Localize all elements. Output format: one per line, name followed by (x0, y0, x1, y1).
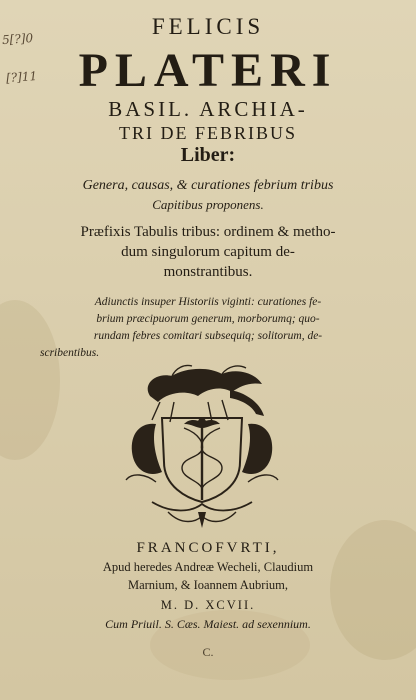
title-line-liber: Liber: (180, 144, 236, 166)
preface-line-3: monstrantibus. (163, 264, 253, 280)
pegasus-caduceus-printers-device-icon (112, 362, 292, 532)
preface-line-2: dum singulorum capitum de- (121, 244, 295, 260)
margin-note-number: [?]11 (5, 68, 38, 86)
footer-signature-mark: C. (202, 645, 214, 659)
addendum-line-2: brium præcipuorum generum, morborumq; quo- (96, 313, 320, 325)
pegasus-icon (148, 365, 264, 422)
author-first-name: FELICIS (151, 14, 265, 39)
imprint-privilege: Cum Priuil. S. Cæs. Maiest. ad sexennium. (105, 617, 311, 631)
flourish-icon (152, 502, 252, 528)
imprint-year: M. D. XCVII. (160, 598, 256, 612)
author-surname: PLATERI (78, 44, 338, 97)
shield-icon (162, 418, 242, 502)
addendum-line-4: scribentibus. (40, 347, 100, 359)
margin-note-shelfmark: 5[?]0 (1, 30, 34, 48)
preface-line-1: Præfixis Tabulis tribus: ordinem & metho- (80, 224, 336, 240)
addendum-line-3: rundam febres comitari subsequiq; solitorum, de- (93, 330, 323, 342)
imprint-place: FRANCOFVRTI, (136, 540, 280, 556)
title-line-archiatri: BASIL. ARCHIA- (108, 97, 308, 121)
addendum-line-1: Adiunctis insuper Historiis viginti: curationes fe- (94, 296, 322, 308)
imprint-line-1: Apud heredes Andreæ Wecheli, Claudium (102, 560, 314, 574)
imprint-line-2: Marnium, & Ioannem Aubrium, (127, 578, 289, 592)
subtitle-line-1: Genera, causas, & curationes febrium tribus (82, 178, 334, 193)
subtitle-line-2: Capitibus proponens. (152, 197, 264, 212)
title-line-de-febribus: TRI DE FEBRIBUS (118, 123, 298, 143)
